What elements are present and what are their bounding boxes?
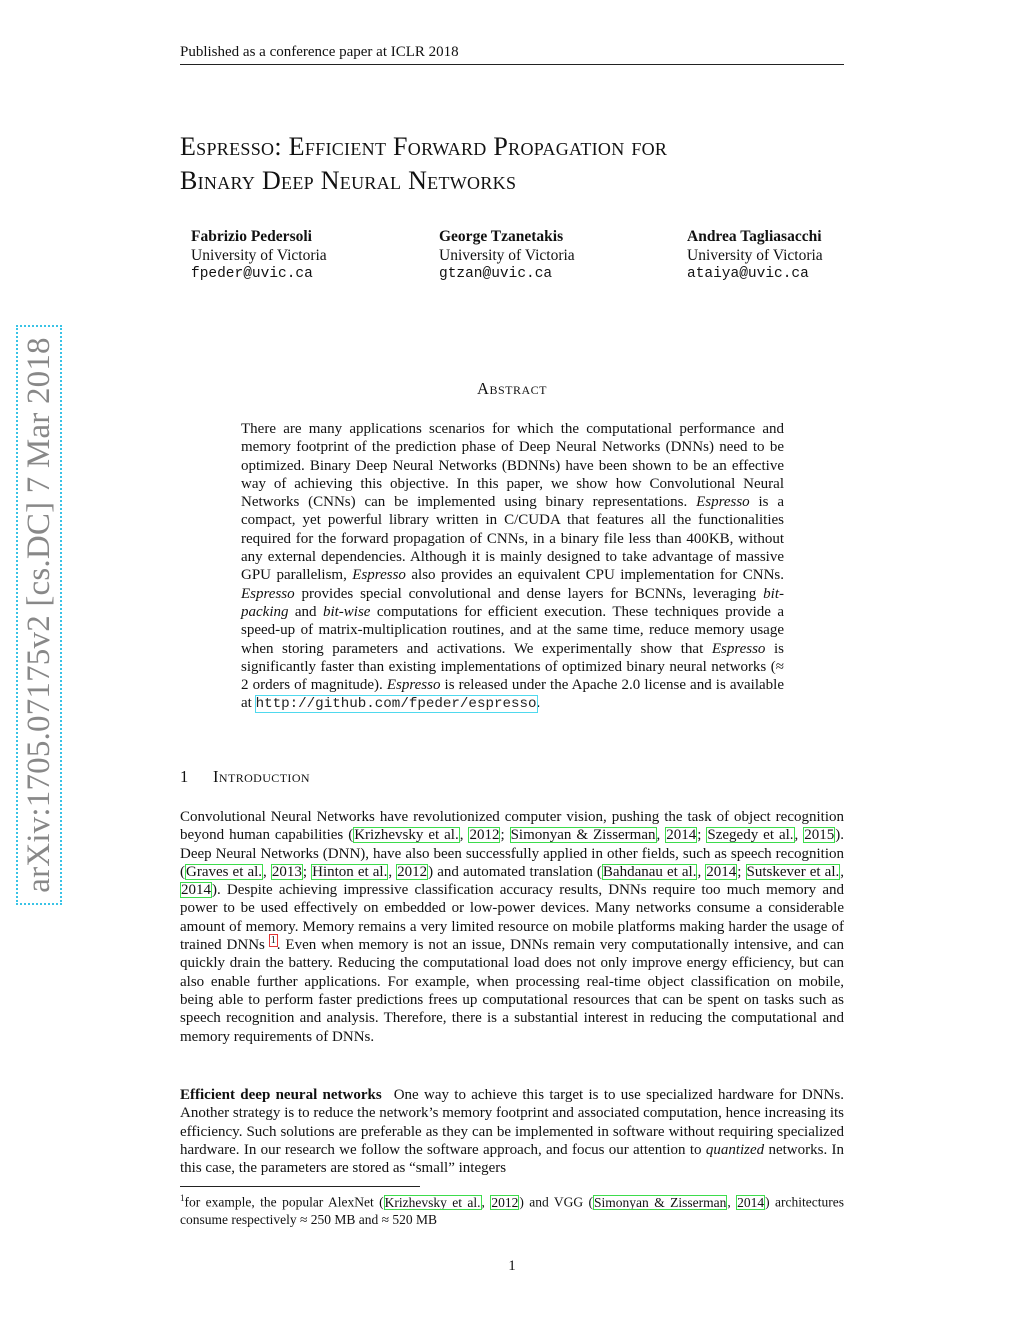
author-block [191,228,327,284]
text-run: , [727,1194,737,1210]
title-line-2: Binary Deep Neural Networks [180,166,517,195]
section-heading [180,767,310,787]
citation-year-link[interactable]: 2014 [706,863,737,880]
abstract-text-run: also provides an equivalent CPU implementation for CNNs. [405,567,784,584]
text-run: , [388,863,397,880]
github-url-link[interactable]: http://github.com/fpeder/espresso [255,696,537,713]
author-name: Andrea Tagliasacchi [687,228,822,245]
intro-paragraph [180,1086,844,1177]
abstract-text-run: . [536,695,541,712]
text-run: Convolutional Neural Networks have revolutionized computer vision, pushing the task of object recognition beyond human capabilities ( [180,809,844,844]
citation-year-link[interactable]: 2014 [181,882,211,899]
abstract-text [241,420,784,714]
term-bit-wise: bit-wise [322,603,371,620]
title-line-1: Espresso: Efficient Forward Propagation for [180,132,668,161]
abstract-text-run: provides special convolutional and dense layers for BCNNs, leveraging [294,585,764,602]
running-header: Published as a conference paper at ICLR 2018 [180,44,844,65]
abstract-text-run: There are many applications scenarios for which the computational performance and memory footprint of the prediction phase of Deep Neural Networks (DNNs) need to be optimized. Binary Deep Neural Networks (BDNNs) have been shown to be an effective way of achieving this objective. In this paper, we show how Convolutional Neural Networks (CNNs) can be implemented using binary representations. [241,421,784,511]
section-title: Introduction [213,767,310,786]
text-run: ) architectures consume respectively ≈ 250 MB and ≈ 520 MB [180,1194,845,1227]
footnote-mark: 1 [180,1193,185,1203]
citation-link[interactable]: Graves et al. [186,863,263,880]
author-email: gtzan@uvic.ca [439,266,553,282]
author-affiliation: University of Victoria [191,246,327,264]
arxiv-identifier-link[interactable]: arXiv:1705.07175v2 [cs.DC] 7 Mar 2018 [16,325,62,905]
citation-year-link[interactable]: 2012 [397,863,428,880]
author-name: George Tzanetakis [439,228,564,245]
citation-link[interactable]: Szegedy et al. [707,827,794,844]
text-run: networks. In this case, the parameters are stored as “small” integers [180,1141,844,1177]
text-run: . Even when memory is not an issue, DNNs remain very computationally intensive, and can quickly drain the battery. Reducing the computational load does not only improve energy efficiency, but can also enable further applications. For example, when processing real-time object classification on mobile, being able to perform faster predictions frees up computational resources that can be spent on tasks such as speech recognition and analysis. Therefore, there is a substantial interest in reducing the computational and memory requirements of DNNs. [180,937,844,1045]
text-run: ; [500,827,510,844]
footnote [180,1190,844,1228]
author-affiliation: University of Victoria [687,246,823,264]
text-run: , [840,863,844,880]
citation-year-link[interactable]: 2013 [271,863,302,880]
term-quantized: quantized [705,1141,765,1158]
page-number: 1 [508,1258,516,1274]
abstract-text-run: is released under the Apache 2.0 license and is available at [241,677,784,712]
text-run: , [459,827,469,844]
footnote-ref-link[interactable]: 1 [270,935,276,947]
text-run: for example, the popular AlexNet ( [184,1194,384,1210]
citation-link[interactable]: Krizhevsky et al. [384,1194,481,1210]
author-block [687,228,823,284]
intro-paragraph [180,808,844,1046]
citation-year-link[interactable]: 2014 [666,827,697,844]
abstract-text-run: computations for efficient execution. These techniques provide a speed-up of matrix-multiplication routines, and at the same time, reduce memory usage when storing parameters and activations. We experimentally show that [241,603,784,657]
espresso-name: Espresso [352,567,406,584]
text-run: ). Deep Neural Networks (DNN), have also been successfully applied in other fields, such as speech recognition ( [180,827,845,880]
abstract-text-run: is significantly faster than existing implementations of optimized binary neural networks (≈ 2 orders of magnitude). [241,640,784,694]
espresso-name: Espresso [386,677,441,694]
espresso-name: Espresso [241,585,295,602]
espresso-name: Espresso [711,640,766,657]
text-run: , [656,827,666,844]
text-run: ) and automated translation ( [428,863,602,880]
citation-link[interactable]: Sutskever et al. [746,863,840,880]
text-run: ) and VGG ( [519,1194,594,1210]
abstract-heading: Abstract [477,379,547,398]
abstract-text-run: is a compact, yet powerful library written in C/CUDA that features all the functionalities required for the forward propagation of CNNs, in a binary file less than 400KB, without any external dependencies. Although it is mainly designed to take advantage of massive GPU parallelism, [241,494,784,584]
author-block [439,228,575,284]
citation-link[interactable]: Simonyan & Zisserman [594,1194,727,1210]
citation-link[interactable]: Bahdanau et al. [602,863,697,880]
text-run: One way to achieve this target is to use specialized hardware for DNNs. Another strategy is to reduce the network’s memory footprint and associated computation, hence increasing its efficiency. Such solutions are preferable as they can be implemented in software without requiring specialized hardware. In our research we follow the software approach, and focus our attention to [180,1087,844,1158]
author-email: ataiya@uvic.ca [687,266,809,282]
text-run: ). Despite achieving impressive classification accuracy results, DNNs require too much memory and power to be used effectively on embedded or low-power devices. Many networks consume a considerable amount of memory. Memory remains a very limited resource on mobile platforms making harder the usage of trained DNNs [180,882,844,954]
section-number: 1 [180,767,189,786]
author-email: fpeder@uvic.ca [191,266,313,282]
text-run: , [794,827,804,844]
abstract-text-run: and [288,603,323,620]
paper-title [180,130,880,198]
citation-link[interactable]: Krizhevsky et al. [354,827,459,844]
term-bit-packing: bit-packing [241,585,784,620]
paragraph-run-in-heading: Efficient deep neural networks [180,1087,382,1103]
text-run: , [263,863,271,880]
author-name: Fabrizio Pedersoli [191,228,312,245]
text-run: ; [697,827,707,844]
citation-year-link[interactable]: 2012 [491,1194,519,1210]
citation-year-link[interactable]: 2012 [469,827,500,844]
espresso-name: Espresso [696,494,750,511]
text-run: , [697,863,706,880]
text-run: ; [737,863,746,880]
footnote-divider [180,1186,420,1187]
citation-link[interactable]: Hinton et al. [312,863,388,880]
text-run: ; [302,863,312,880]
author-affiliation: University of Victoria [439,246,575,264]
citation-link[interactable]: Simonyan & Zisserman [510,827,656,844]
citation-year-link[interactable]: 2014 [737,1194,765,1210]
text-run: , [481,1194,491,1210]
citation-year-link[interactable]: 2015 [804,827,835,844]
